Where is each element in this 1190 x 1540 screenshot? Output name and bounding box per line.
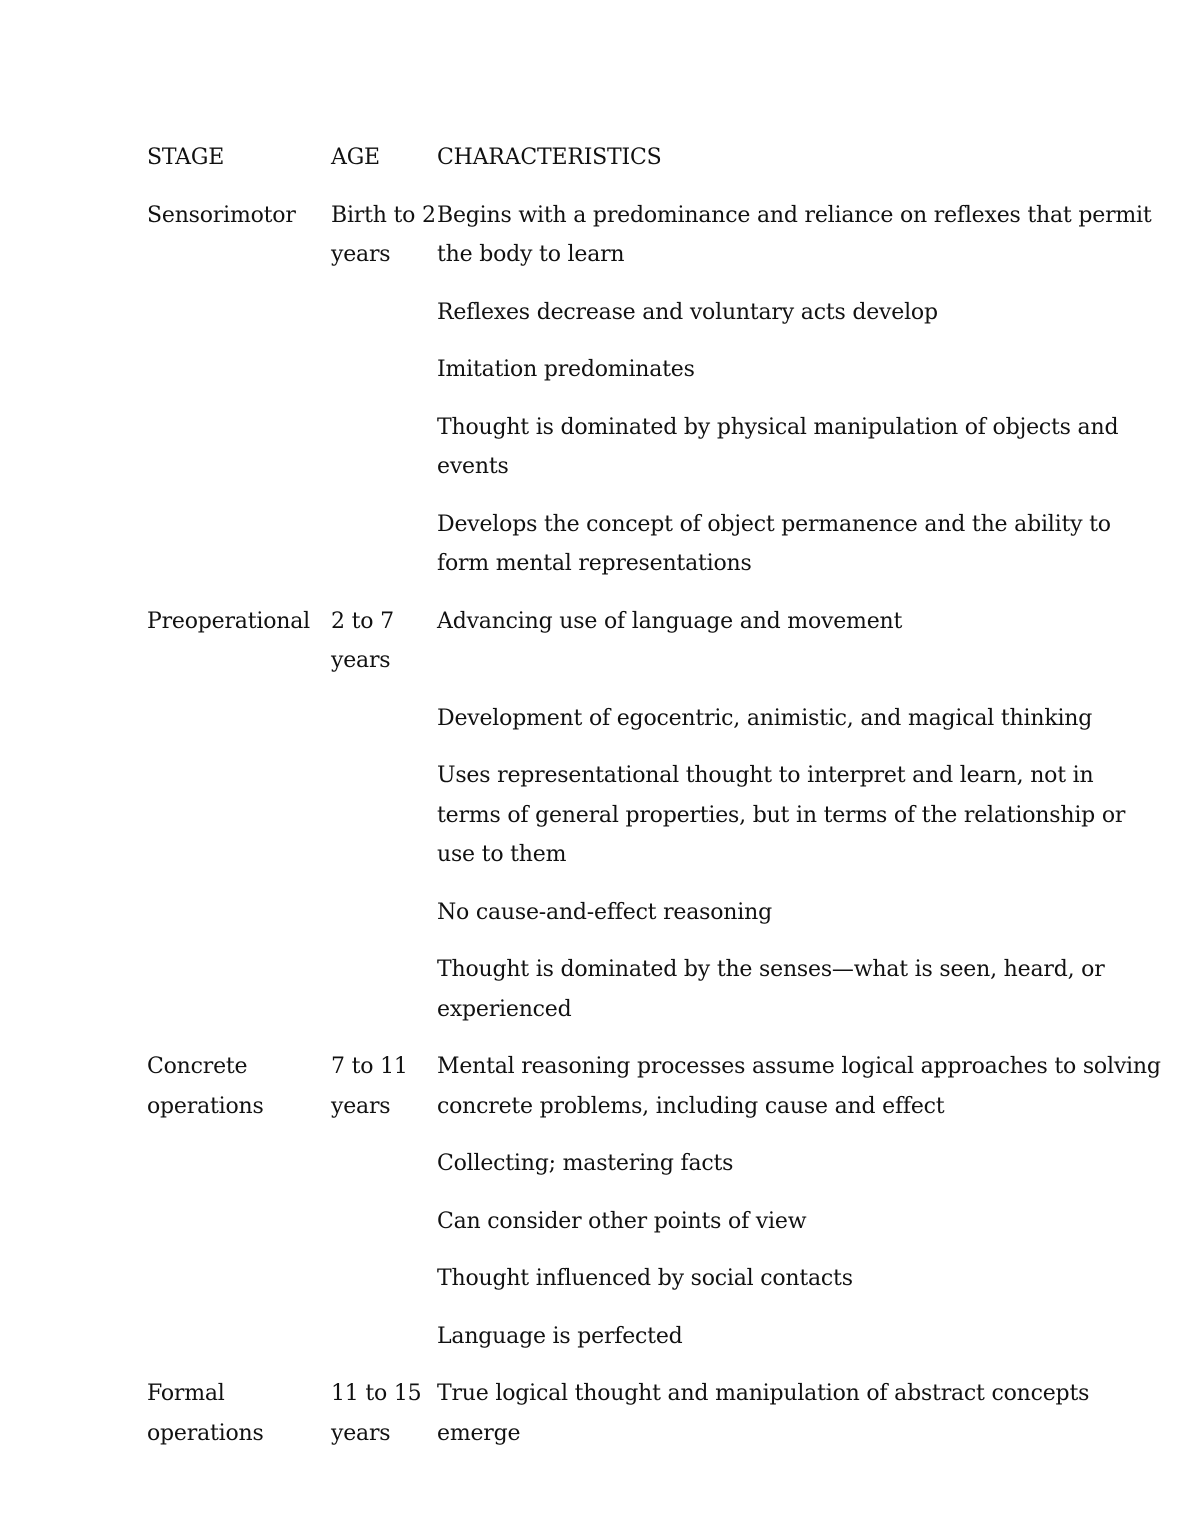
characteristic-cell: Collecting; mastering facts [437, 1151, 734, 1176]
age-cell: Birth to 2 years [331, 202, 436, 267]
table-row [147, 756, 1162, 875]
empty-stage-cell [147, 1144, 331, 1184]
table-row [147, 893, 1162, 933]
header-age: AGE [331, 145, 380, 170]
age-cell: 7 to 11 years [331, 1054, 408, 1119]
characteristic-cell: Can consider other points of view [437, 1208, 807, 1234]
empty-age-cell [331, 1317, 437, 1357]
characteristic-cell: Language is perfected [437, 1323, 683, 1349]
stage-cell: Sensorimotor [147, 202, 296, 228]
empty-age-cell [331, 408, 437, 487]
empty-stage-cell [147, 893, 331, 933]
table-row [147, 1047, 1162, 1126]
characteristic-cell: True logical thought and manipulation of abstract concepts emerge [437, 1381, 1090, 1446]
table-row [147, 196, 1162, 275]
table-row [147, 950, 1162, 1029]
empty-stage-cell [147, 699, 331, 739]
age-cell: 2 to 7 years [331, 608, 394, 673]
table-row [147, 602, 1162, 681]
characteristic-cell: Uses representational thought to interpret and learn, not in terms of general properties, but in terms of the relationship or use to them [437, 763, 1126, 867]
table-row [147, 350, 1162, 390]
header-characteristics: CHARACTERISTICS [437, 145, 662, 170]
header-stage: STAGE [147, 145, 225, 170]
empty-age-cell [331, 756, 437, 875]
empty-age-cell [331, 893, 437, 933]
stage-cell: Concrete operations [147, 1054, 264, 1119]
empty-stage-cell [147, 756, 331, 875]
empty-age-cell [331, 350, 437, 390]
table-row [147, 1374, 1162, 1453]
table-row [147, 699, 1162, 739]
characteristic-cell: Develops the concept of object permanence and the ability to form mental representations [437, 511, 1111, 576]
characteristic-cell: Begins with a predominance and reliance on reflexes that permit the body to learn [437, 202, 1152, 267]
characteristic-cell: Development of egocentric, animistic, and magical thinking [437, 705, 1093, 731]
empty-age-cell [331, 293, 437, 333]
empty-age-cell [331, 1144, 437, 1184]
characteristic-cell: No cause-and-effect reasoning [437, 899, 772, 925]
characteristic-cell: Imitation predominates [437, 357, 695, 382]
empty-age-cell [331, 505, 437, 584]
age-cell: 11 to 15 years [331, 1381, 422, 1446]
empty-age-cell [331, 950, 437, 1029]
stage-cell: Preoperational [147, 608, 310, 634]
characteristic-cell: Thought influenced by social contacts [437, 1266, 853, 1291]
characteristic-cell: Thought is dominated by physical manipulation of objects and events [437, 414, 1119, 479]
table-row [147, 1317, 1162, 1357]
table-row [147, 1202, 1162, 1242]
table-row [147, 1144, 1162, 1184]
empty-stage-cell [147, 1317, 331, 1357]
empty-stage-cell [147, 950, 331, 1029]
empty-stage-cell [147, 1202, 331, 1242]
table-header-row [147, 138, 1162, 178]
table-row [147, 505, 1162, 584]
characteristic-cell: Mental reasoning processes assume logical approaches to solving concrete problems, including cause and effect [437, 1054, 1161, 1119]
stage-cell: Formal operations [147, 1381, 264, 1446]
development-stages-table [147, 138, 1162, 1471]
table-row [147, 408, 1162, 487]
empty-stage-cell [147, 350, 331, 390]
empty-age-cell [331, 1259, 437, 1299]
characteristic-cell: Reflexes decrease and voluntary acts develop [437, 299, 938, 325]
empty-age-cell [331, 1202, 437, 1242]
table-row [147, 1259, 1162, 1299]
table-row [147, 293, 1162, 333]
characteristic-cell: Advancing use of language and movement [437, 608, 903, 634]
empty-stage-cell [147, 1259, 331, 1299]
empty-stage-cell [147, 505, 331, 584]
empty-stage-cell [147, 408, 331, 487]
empty-age-cell [331, 699, 437, 739]
characteristic-cell: Thought is dominated by the senses—what is seen, heard, or experienced [437, 957, 1105, 1022]
empty-stage-cell [147, 293, 331, 333]
